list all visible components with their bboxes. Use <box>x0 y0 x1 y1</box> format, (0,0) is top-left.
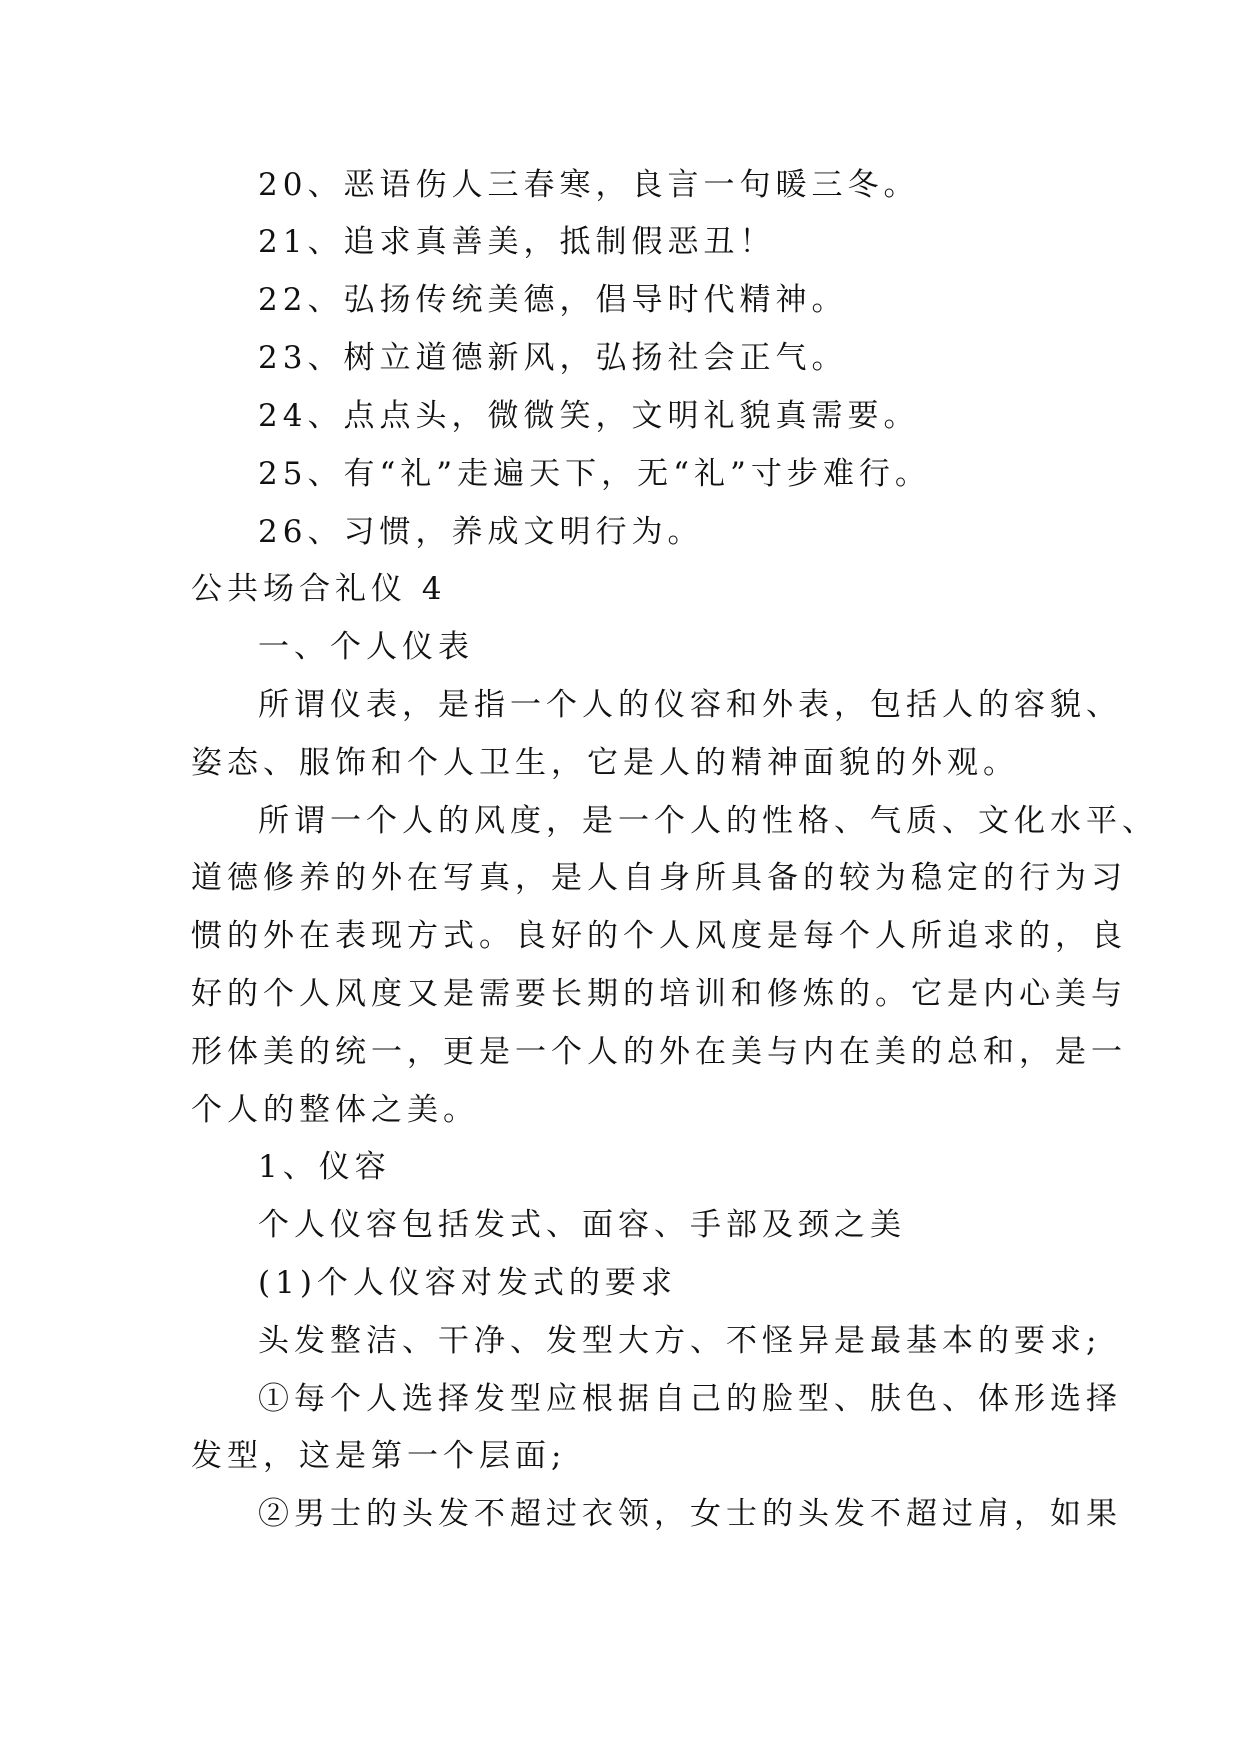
paragraph-line: 好的个人风度又是需要长期的培训和修炼的。它是内心美与 <box>191 976 1127 1012</box>
paragraph-line: ②男士的头发不超过衣领，女士的头发不超过肩，如果 <box>258 1496 1122 1532</box>
list-item: 25、有“礼”走遍天下，无“礼”寸步难行。 <box>258 456 931 492</box>
paragraph-line: 个人仪容包括发式、面容、手部及颈之美 <box>258 1207 906 1243</box>
list-item: 24、点点头，微微笑，文明礼貌真需要。 <box>258 398 920 434</box>
list-item: 20、恶语伤人三春寒，良言一句暖三冬。 <box>258 167 920 203</box>
paragraph-line: 道德修养的外在写真，是人自身所具备的较为稳定的行为习 <box>191 860 1127 896</box>
section-title: 公共场合礼仪 4 <box>191 571 447 607</box>
list-item: 21、追求真善美，抵制假恶丑！ <box>258 224 776 260</box>
paragraph-line: 个人的整体之美。 <box>191 1092 479 1128</box>
subsection-heading: (1)个人仪容对发式的要求 <box>258 1265 677 1301</box>
paragraph-line: 发型，这是第一个层面; <box>191 1438 567 1474</box>
subsection-heading: 1、仪容 <box>258 1149 391 1185</box>
list-item: 23、树立道德新风，弘扬社会正气。 <box>258 340 848 376</box>
list-item: 26、习惯，养成文明行为。 <box>258 514 704 550</box>
paragraph-line: 形体美的统一，更是一个人的外在美与内在美的总和，是一 <box>191 1034 1127 1070</box>
paragraph-line: ①每个人选择发型应根据自己的脸型、肤色、体形选择 <box>258 1381 1122 1417</box>
paragraph-line: 姿态、服饰和个人卫生，它是人的精神面貌的外观。 <box>191 745 1019 781</box>
paragraph-line: 头发整洁、干净、发型大方、不怪异是最基本的要求; <box>258 1323 1102 1359</box>
paragraph-line: 所谓一个人的风度，是一个人的性格、气质、文化水平、 <box>258 803 1158 839</box>
paragraph-line: 所谓仪表，是指一个人的仪容和外表，包括人的容貌、 <box>258 687 1122 723</box>
list-item: 22、弘扬传统美德，倡导时代精神。 <box>258 282 848 318</box>
subsection-heading: 一、个人仪表 <box>258 629 474 665</box>
paragraph-line: 惯的外在表现方式。良好的个人风度是每个人所追求的，良 <box>191 918 1127 954</box>
